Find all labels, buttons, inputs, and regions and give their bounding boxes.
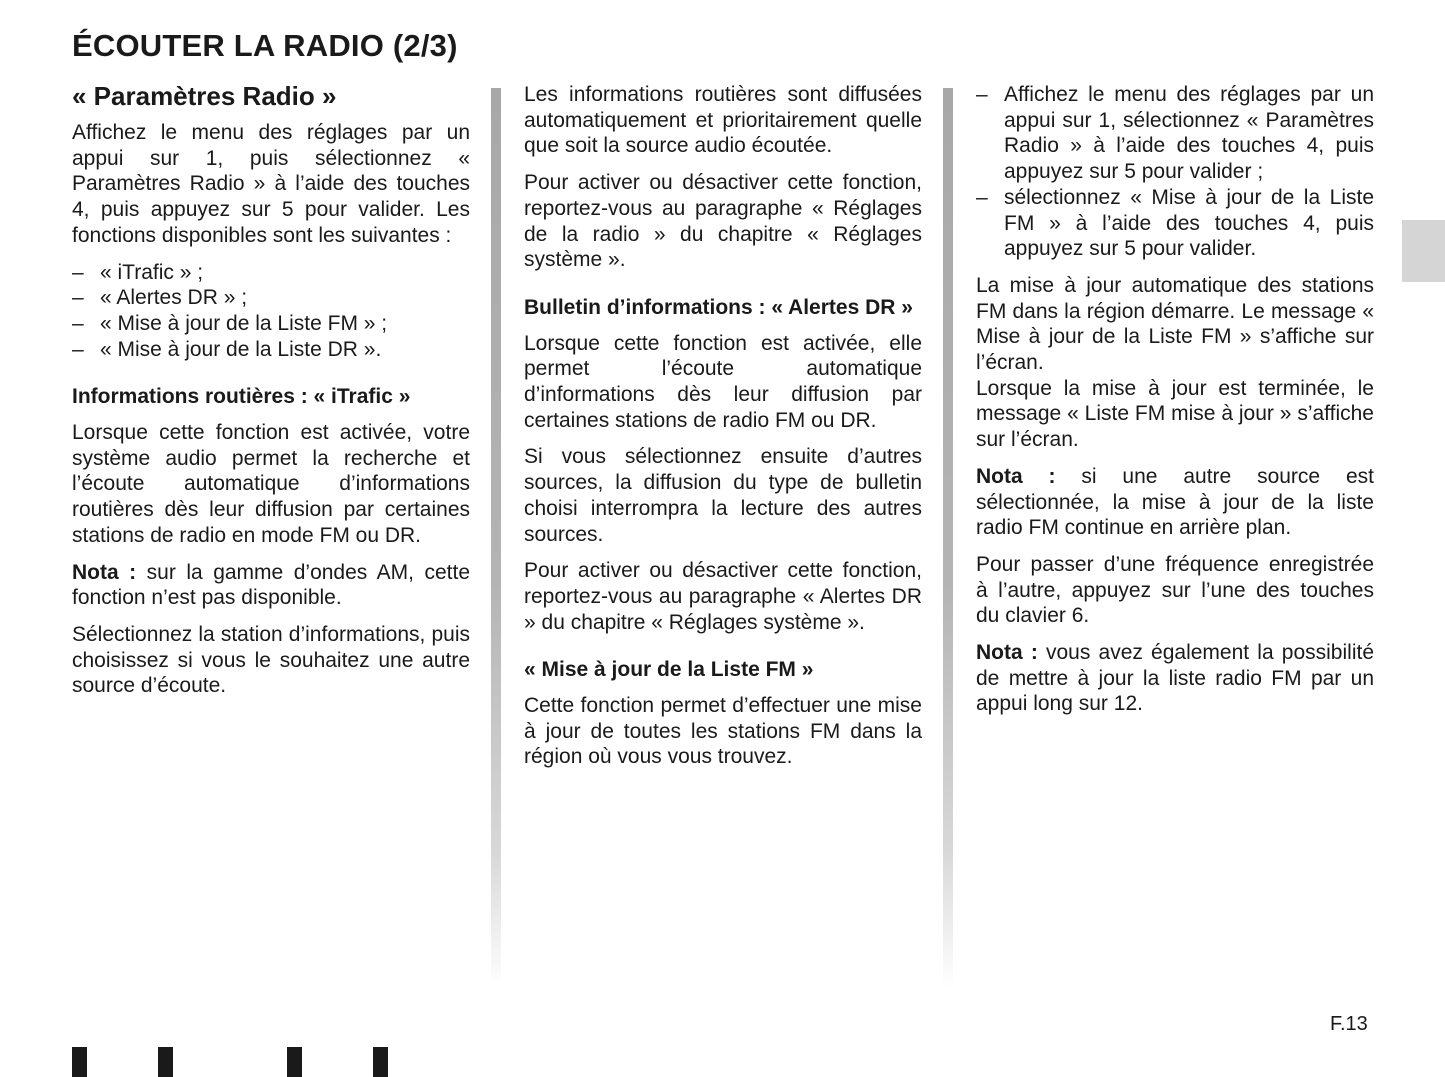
itrafic-heading: Informations routières : « iTrafic » xyxy=(72,385,411,409)
chapter-tab xyxy=(1402,220,1445,282)
bulletin-paragraph: Lorsque cette fonction est activée, elle permet l’écoute automatique d’informations dès leur diffusion par certaines stations de radio FM ou DR. xyxy=(524,331,922,432)
list-item: – « iTrafic » ; xyxy=(72,260,470,286)
fm-update-heading: « Mise à jour de la Liste FM » xyxy=(524,658,814,682)
traffic-info-paragraph: Les informations routières sont diffusées automatiquement et prioritairement quelle que soit la source audio écoutée. xyxy=(524,83,922,158)
auto-update-paragraph: La mise à jour automatique des stations FM dans la région démarre. Le message « Mise à jour de la Liste FM » s’affiche sur l’écran. xyxy=(976,273,1374,375)
column-divider xyxy=(491,88,501,988)
itrafic-paragraph: Lorsque cette fonction est activée, votre système audio permet la recherche et l’écoute automatique d’informations routières dès leur diffusion par certaines stations de radio en mode FM ou DR. xyxy=(72,421,470,547)
print-mark xyxy=(373,1047,388,1077)
page-title: ÉCOUTER LA RADIO (2/3) xyxy=(72,28,458,63)
frequency-paragraph: Pour passer d’une fréquence enregistrée à l’autre, appuyez sur l’une des touches du clavier 6. xyxy=(976,552,1374,628)
nota-text: sur la gamme d’ondes AM, cette fonction n’est pas disponible. xyxy=(72,560,471,610)
print-mark xyxy=(158,1047,173,1077)
nota-label: Nota : xyxy=(976,641,1038,665)
nota-paragraph xyxy=(976,464,1374,541)
list-item: – Affichez le menu des réglages par un appui sur 1, sélectionnez « Paramètres Radio » à l’aide des touches 4, puis appuyez sur 5 pour valider ; xyxy=(976,82,1374,185)
column-2 xyxy=(524,82,922,781)
intro-paragraph: Affichez le menu des réglages par un appui sur 1, puis sélectionnez « Paramètres Radio » à l’aide des touches 4, puis appuyez sur 5 pour valider. Les fonctions disponibles sont les suivantes : xyxy=(72,121,470,247)
fm-update-paragraph: Cette fonction permet d’effectuer une mise à jour de toutes les stations FM dans la région où vous vous trouvez. xyxy=(524,694,922,769)
nota-text: si une autre source est sélectionnée, la mise à jour de la liste radio FM continue en arrière plan. xyxy=(976,464,1374,540)
section-title-radio-settings: « Paramètres Radio » xyxy=(72,81,337,111)
list-item: – « Alertes DR » ; xyxy=(72,285,470,311)
functions-list xyxy=(72,260,470,363)
column-divider xyxy=(943,88,953,988)
page-number: F.13 xyxy=(1330,1013,1368,1035)
bulletin-heading: Bulletin d’informations : « Alertes DR » xyxy=(524,295,913,319)
column-1 xyxy=(72,80,470,710)
print-mark xyxy=(287,1047,302,1077)
nota-label: Nota : xyxy=(976,464,1056,488)
activation-paragraph: Pour activer ou désactiver cette fonction, reportez-vous au paragraphe « Réglages de la radio » du chapitre « Réglages système ». xyxy=(524,171,922,272)
list-item: – sélectionnez « Mise à jour de la Liste FM » à l’aide des touches 4, puis appuyez sur 5 pour valider. xyxy=(976,185,1374,262)
nota-label: Nota : xyxy=(72,560,137,584)
nota-text: vous avez également la possibilité de mettre à jour la liste radio FM par un appui long sur 12. xyxy=(976,641,1374,716)
update-done-paragraph: Lorsque la mise à jour est terminée, le message « Liste FM mise à jour » s’affiche sur l’écran. xyxy=(976,376,1374,452)
alerts-activation-paragraph: Pour activer ou désactiver cette fonction, reportez-vous au paragraphe « Alertes DR » du chapitre « Réglages système ». xyxy=(524,559,922,634)
nota-paragraph xyxy=(72,560,470,611)
station-paragraph: Sélectionnez la station d’informations, puis choisissez si vous le souhaitez une autre source d’écoute. xyxy=(72,622,470,698)
column-3 xyxy=(976,82,1374,728)
steps-list xyxy=(976,82,1374,262)
list-item: – « Mise à jour de la Liste DR ». xyxy=(72,337,470,363)
sources-paragraph: Si vous sélectionnez ensuite d’autres sources, la diffusion du type de bulletin choisi interrompra la lecture des autres sources. xyxy=(524,445,922,546)
list-item: – « Mise à jour de la Liste FM » ; xyxy=(72,311,470,337)
print-mark xyxy=(72,1047,87,1077)
nota-paragraph xyxy=(976,640,1374,717)
